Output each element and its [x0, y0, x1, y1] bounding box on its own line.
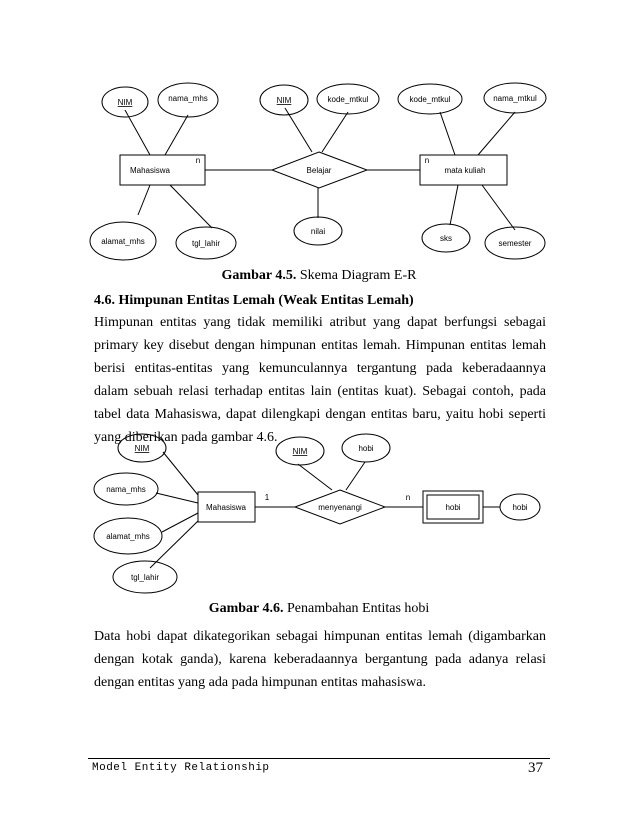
- attr-tgl-lahir: tgl_lahir: [191, 239, 221, 248]
- entity-mahasiswa-2: Mahasiswa: [205, 503, 247, 512]
- section-heading: 4.6. Himpunan Entitas Lemah (Weak Entitas Lemah): [94, 293, 414, 308]
- line-hobi-menyenangi: [346, 462, 365, 490]
- line-semester-matakuliah: [482, 185, 515, 230]
- attr-nama-mtkul: nama_mtkul: [493, 94, 537, 103]
- relation-belajar: Belajar: [306, 166, 332, 175]
- figure-caption-4-5: [0, 268, 638, 284]
- attr-kode-mtkul: kode_mtkul: [409, 95, 451, 104]
- attr-alamat-mhs: alamat_mhs: [101, 237, 145, 246]
- attr-nim-rel: NIM: [276, 96, 292, 105]
- attr-nim-rel-2: NIM: [292, 447, 308, 456]
- attr-alamat-mhs-2: alamat_mhs: [106, 532, 150, 541]
- caption-label-2: Gambar 4.6.: [208, 601, 284, 616]
- attr-nama-mhs: nama_mhs: [168, 94, 208, 103]
- cardinality-right: n: [424, 156, 430, 165]
- er-diagram-2: [0, 420, 638, 600]
- caption-text: Skema Diagram E-R: [296, 268, 417, 283]
- attr-sks: sks: [440, 234, 452, 243]
- line-kode-matakuliah: [440, 112, 455, 155]
- entity-mahasiswa: Mahasiswa: [129, 166, 171, 175]
- er-diagram-1: [0, 0, 638, 270]
- attr-semester: semester: [498, 239, 532, 248]
- attr-hobi-rel: hobi: [358, 444, 374, 453]
- line-nama-matakuliah: [478, 112, 515, 155]
- cardinality-left: n: [195, 156, 201, 165]
- footer-title: Model Entity Relationship: [92, 762, 270, 774]
- paragraph-weak-entity: Himpunan entitas yang tidak memiliki atribut yang dapat berfungsi sebagai primary key disebut dengan himpunan entitas lemah. Himpunan entitas lemah berisi entitas-entitas yang kemunculannya tergantung pada keberadaannya dalam sebuah relasi terhadap entitas lain (entitas kuat). Sebagai contoh, pada tabel data Mahasiswa, dapat dilengkapi dengan entitas baru, yaitu hobi seperti yang diberikan pada gambar 4.6.: [94, 315, 546, 445]
- line-alamat-mahasiswa-2: [162, 513, 198, 532]
- footer-divider: [88, 758, 550, 759]
- entity-hobi: hobi: [445, 503, 461, 512]
- cardinality-left-2: 1: [264, 493, 270, 502]
- line-alamat-mahasiswa: [138, 185, 150, 215]
- figure-caption-4-6: [0, 601, 638, 617]
- page-number: 37: [528, 760, 543, 776]
- relation-menyenangi: menyenangi: [318, 503, 362, 512]
- line-nim-menyenangi: [298, 464, 332, 490]
- line-tgl-mahasiswa-2: [150, 521, 198, 568]
- attr-nim: NIM: [117, 98, 133, 107]
- caption-label: Gambar 4.5.: [221, 268, 297, 283]
- line-nama-mahasiswa: [165, 115, 188, 155]
- line-sks-matakuliah: [450, 185, 458, 225]
- line-nama-mahasiswa-2: [156, 493, 198, 503]
- caption-text-2: Penambahan Entitas hobi: [283, 601, 430, 616]
- attr-hobi: hobi: [512, 503, 528, 512]
- line-kode-belajar: [322, 112, 348, 152]
- line-nim-mahasiswa-2: [163, 452, 198, 495]
- attr-nama-mhs-2: nama_mhs: [106, 485, 146, 494]
- cardinality-right-2: n: [405, 493, 411, 502]
- attr-nim-2: NIM: [134, 444, 150, 453]
- attr-nilai: nilai: [310, 227, 326, 236]
- entity-mata-kuliah: mata kuliah: [444, 166, 486, 175]
- line-tgl-mahasiswa: [170, 185, 212, 228]
- paragraph-hobi: Data hobi dapat dikategorikan sebagai himpunan entitas lemah (digambarkan dengan kotak ganda), karena keberadaannya bergantung pada adanya relasi dengan entitas yang ada pada himpunan entitas mahasiswa.: [94, 629, 546, 690]
- attr-tgl-lahir-2: tgl_lahir: [130, 573, 160, 582]
- attr-kode-mtkul-rel: kode_mtkul: [327, 95, 369, 104]
